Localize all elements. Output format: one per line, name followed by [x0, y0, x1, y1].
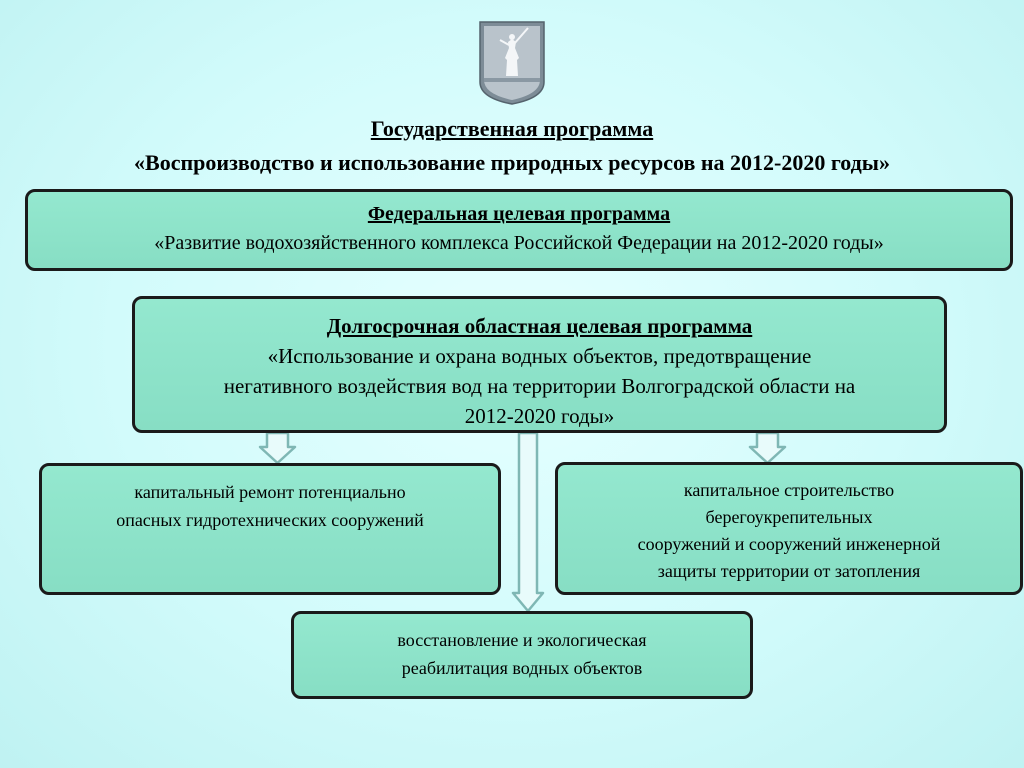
arrow-to-repair-icon: [260, 433, 295, 463]
program-subtitle: «Воспроизводство и использование природных ресурсов на 2012-2020 годы»: [134, 150, 890, 175]
repair-direction-box: [39, 463, 501, 595]
restoration-direction-line: восстановление и экологическая: [397, 630, 647, 650]
federal-program-box: [25, 189, 1013, 271]
restoration-direction-box: [291, 611, 753, 699]
restoration-direction-line: реабилитация водных объектов: [401, 658, 643, 678]
arrow-to-restoration-icon: [513, 433, 543, 611]
construction-direction-line: берегоукрепительных: [705, 507, 873, 527]
repair-direction-line: капитальный ремонт потенциально: [134, 482, 406, 502]
arrow-to-construction-icon: [750, 433, 785, 463]
construction-direction-box: [555, 462, 1023, 595]
regional-program-heading: Долгосрочная областная целевая программа: [326, 314, 753, 338]
program-title: Государственная программа: [370, 116, 654, 141]
repair-direction-line: опасных гидротехнических сооружений: [116, 510, 424, 530]
federal-program-text: «Развитие водохозяйственного комплекса Российской Федерации на 2012-2020 годы»: [154, 232, 884, 254]
regional-program-line: «Использование и охрана водных объектов, предотвращение: [267, 344, 812, 368]
regional-program-line: негативного воздействия вод на территории Волгоградской области на: [223, 374, 856, 398]
federal-program-heading: Федеральная целевая программа: [367, 203, 671, 225]
regional-program-box: [132, 296, 947, 433]
construction-direction-line: защиты территории от затопления: [657, 561, 921, 581]
construction-direction-line: капитальное строительство: [683, 480, 895, 500]
regional-program-line: 2012-2020 годы»: [464, 404, 615, 428]
construction-direction-line: сооружений и сооружений инженерной: [637, 534, 941, 554]
volgograd-coat-of-arms-icon: [478, 20, 546, 106]
